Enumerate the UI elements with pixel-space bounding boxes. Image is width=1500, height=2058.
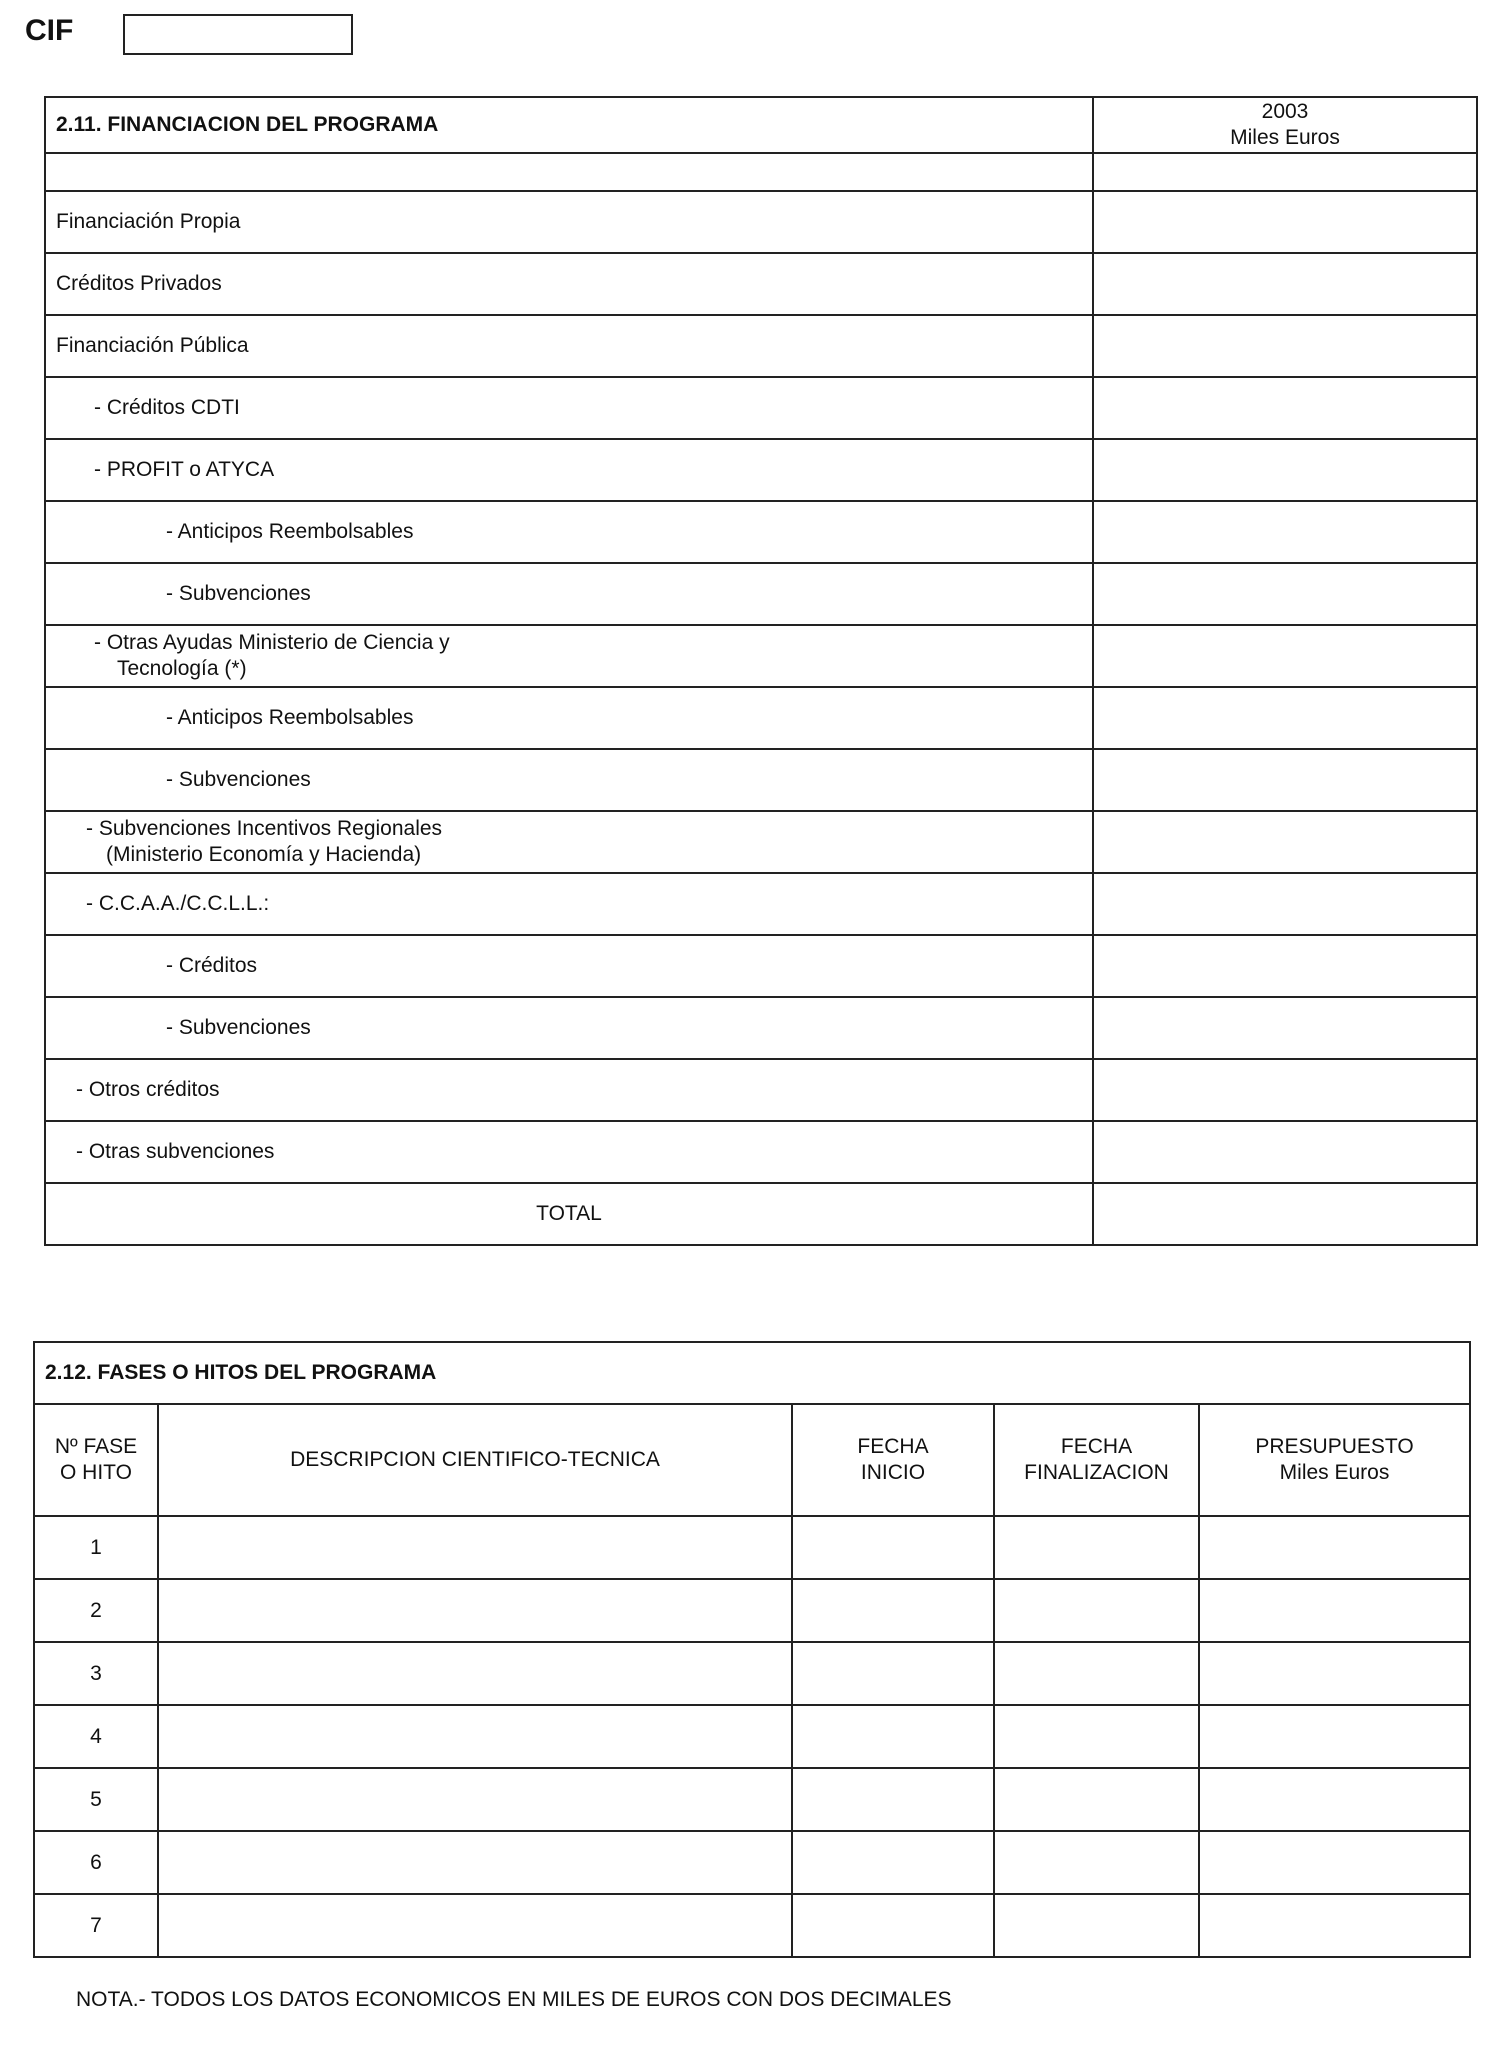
spacer-row [45,153,1093,191]
fase-presupuesto-cell[interactable] [1199,1516,1470,1579]
row-creditos-privados: Créditos Privados [45,253,1093,315]
col-header-presu-line2: Miles Euros [1279,1461,1390,1484]
fase-inicio-cell[interactable] [792,1894,994,1957]
fase-presupuesto-cell[interactable] [1199,1642,1470,1705]
financiacion-table [44,96,1478,1246]
row-ccaa-creditos: - Créditos [45,935,1093,997]
amount-cell[interactable] [1093,501,1477,563]
amount-cell[interactable] [1093,625,1477,687]
nota-footnote: NOTA.- TODOS LOS DATOS ECONOMICOS EN MILES DE EUROS CON DOS DECIMALES [76,1988,952,2011]
row-financiacion-publica: Financiación Pública [45,315,1093,377]
col-header-inicio-line2: INICIO [860,1461,926,1484]
row-total: TOTAL [45,1183,1093,1245]
fase-presupuesto-cell[interactable] [1199,1705,1470,1768]
fase-fin-cell[interactable] [994,1579,1199,1642]
fase-inicio-cell[interactable] [792,1516,994,1579]
fase-presupuesto-cell[interactable] [1199,1579,1470,1642]
amount-cell[interactable] [1093,935,1477,997]
col-header-fecha-fin [994,1404,1199,1516]
amount-cell[interactable] [1093,563,1477,625]
fase-number: 6 [34,1831,158,1894]
amount-cell[interactable] [1093,315,1477,377]
col-header-fecha-inicio [792,1404,994,1516]
row-otras-ayudas [45,625,1093,687]
row-financiacion-propia: Financiación Propia [45,191,1093,253]
row-profit-anticipos: - Anticipos Reembolsables [45,501,1093,563]
col-header-fin-line2: FINALIZACION [1024,1461,1169,1484]
fase-inicio-cell[interactable] [792,1705,994,1768]
fase-descripcion-cell[interactable] [158,1831,792,1894]
total-amount-cell[interactable] [1093,1183,1477,1245]
col-header-fin-line1: FECHA [1060,1435,1133,1458]
year-label: 2003 [1261,100,1309,123]
col-header-num-line2: O HITO [60,1461,132,1484]
col-header-presu-line1: PRESUPUESTO [1255,1435,1414,1458]
row-incentivos-regionales [45,811,1093,873]
amount-cell[interactable] [1093,997,1477,1059]
cif-label: CIF [25,14,74,47]
fase-fin-cell[interactable] [994,1516,1199,1579]
fase-fin-cell[interactable] [994,1642,1199,1705]
row-otras-subvenciones-final: - Otras subvenciones [45,1121,1093,1183]
row-creditos-cdti: - Créditos CDTI [45,377,1093,439]
otras-ayudas-line2: Tecnología (*) [117,657,247,680]
row-ccaa: - C.C.A.A./C.C.L.L.: [45,873,1093,935]
fase-descripcion-cell[interactable] [158,1768,792,1831]
amount-cell[interactable] [1093,749,1477,811]
amount-cell[interactable] [1093,253,1477,315]
fases-table [33,1341,1471,1958]
otras-ayudas-line1: - Otras Ayudas Ministerio de Ciencia y [94,631,450,654]
fase-number: 1 [34,1516,158,1579]
incentivos-line1: - Subvenciones Incentivos Regionales [86,817,443,840]
amount-cell[interactable] [1093,873,1477,935]
fase-descripcion-cell[interactable] [158,1579,792,1642]
financiacion-year-header [1093,97,1477,153]
row-otras-subvenciones: - Subvenciones [45,749,1093,811]
incentivos-line2: (Ministerio Economía y Hacienda) [106,843,422,866]
fase-presupuesto-cell[interactable] [1199,1768,1470,1831]
col-header-inicio-line1: FECHA [857,1435,929,1458]
fase-presupuesto-cell[interactable] [1199,1894,1470,1957]
col-header-num [34,1404,158,1516]
fase-descripcion-cell[interactable] [158,1894,792,1957]
fase-descripcion-cell[interactable] [158,1705,792,1768]
fase-inicio-cell[interactable] [792,1642,994,1705]
row-otros-creditos: - Otros créditos [45,1059,1093,1121]
row-profit-subvenciones: - Subvenciones [45,563,1093,625]
fase-presupuesto-cell[interactable] [1199,1831,1470,1894]
amount-cell[interactable] [1093,1121,1477,1183]
fase-number: 5 [34,1768,158,1831]
fase-number: 3 [34,1642,158,1705]
fase-number: 2 [34,1579,158,1642]
amount-cell[interactable] [1093,191,1477,253]
amount-cell[interactable] [1093,377,1477,439]
amount-cell[interactable] [1093,439,1477,501]
fase-descripcion-cell[interactable] [158,1642,792,1705]
amount-cell[interactable] [1093,153,1477,191]
fase-number: 4 [34,1705,158,1768]
cif-input[interactable] [123,14,353,55]
fase-inicio-cell[interactable] [792,1831,994,1894]
amount-cell[interactable] [1093,687,1477,749]
fase-descripcion-cell[interactable] [158,1516,792,1579]
amount-cell[interactable] [1093,811,1477,873]
fases-title: 2.12. FASES O HITOS DEL PROGRAMA [34,1342,1470,1404]
col-header-presupuesto [1199,1404,1470,1516]
fase-fin-cell[interactable] [994,1705,1199,1768]
fase-fin-cell[interactable] [994,1831,1199,1894]
fase-inicio-cell[interactable] [792,1768,994,1831]
row-profit-atyca: - PROFIT o ATYCA [45,439,1093,501]
unit-label: Miles Euros [1230,126,1340,149]
col-header-descripcion: DESCRIPCION CIENTIFICO-TECNICA [158,1404,792,1516]
fase-inicio-cell[interactable] [792,1579,994,1642]
col-header-num-line1: Nº FASE [54,1435,138,1458]
fase-fin-cell[interactable] [994,1768,1199,1831]
row-otras-anticipos: - Anticipos Reembolsables [45,687,1093,749]
fase-fin-cell[interactable] [994,1894,1199,1957]
row-ccaa-subvenciones: - Subvenciones [45,997,1093,1059]
fase-number: 7 [34,1894,158,1957]
financiacion-title: 2.11. FINANCIACION DEL PROGRAMA [45,97,1093,153]
amount-cell[interactable] [1093,1059,1477,1121]
